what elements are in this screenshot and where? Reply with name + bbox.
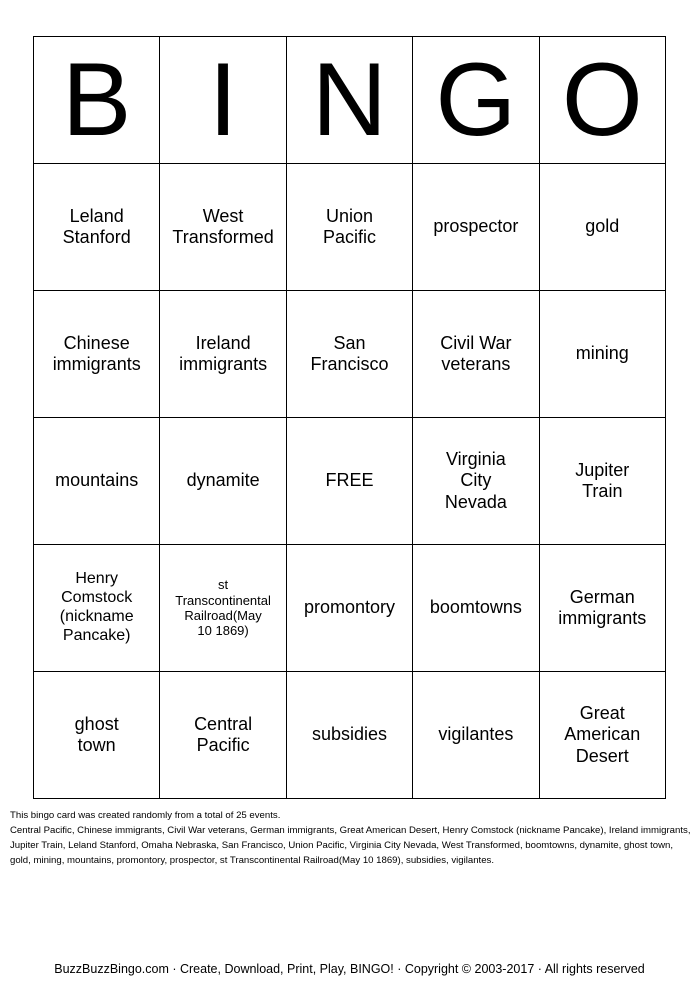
header-letter-b: B xyxy=(34,37,160,164)
bingo-row xyxy=(34,418,666,545)
bingo-cell: Chinese immigrants xyxy=(34,291,160,418)
bingo-cell: subsidies xyxy=(286,672,412,799)
bingo-cell: Jupiter Train xyxy=(539,418,665,545)
header-letter-i: I xyxy=(160,37,286,164)
bingo-row xyxy=(34,545,666,672)
bingo-cell: Henry Comstock (nickname Pancake) xyxy=(34,545,160,672)
bingo-cell: ghost town xyxy=(34,672,160,799)
bingo-cell: Civil War veterans xyxy=(413,291,539,418)
bingo-row xyxy=(34,291,666,418)
card-info-events: Central Pacific, Chinese immigrants, Civil War veterans, German immigrants, Great American Desert, Henry Comstock (nickname Pancake), Ireland immigrants, Jupiter Train, Leland Stanford, Omaha Nebraska, San Francisco, Union Pacific, Virginia City Nevada, West Transformed, boomtowns, dynamite, ghost town, gold, mining, mountains, promontory, prospector, st Transcontinental Railroad(May 10 1869), subsidies, vigilantes. xyxy=(10,825,691,866)
header-letter-o: O xyxy=(539,37,665,164)
bingo-cell: mountains xyxy=(34,418,160,545)
card-info xyxy=(10,808,692,868)
bingo-cell: prospector xyxy=(413,164,539,291)
bingo-cell: st Transcontinental Railroad(May 10 1869) xyxy=(160,545,286,672)
bingo-cell: dynamite xyxy=(160,418,286,545)
bingo-cell: Ireland immigrants xyxy=(160,291,286,418)
bingo-cell: promontory xyxy=(286,545,412,672)
bingo-card xyxy=(33,36,666,799)
bingo-free-cell: FREE xyxy=(286,418,412,545)
bingo-cell: mining xyxy=(539,291,665,418)
site-footer: BuzzBuzzBingo.com · Create, Download, Print, Play, BINGO! · Copyright © 2003-2017 · All rights reserved xyxy=(54,962,645,976)
bingo-cell: West Transformed xyxy=(160,164,286,291)
header-letter-n: N xyxy=(286,37,412,164)
bingo-header-row xyxy=(34,37,666,164)
bingo-cell: Virginia City Nevada xyxy=(413,418,539,545)
bingo-cell: Central Pacific xyxy=(160,672,286,799)
card-info-summary: This bingo card was created randomly from a total of 25 events. xyxy=(10,810,281,821)
header-letter-g: G xyxy=(413,37,539,164)
bingo-cell: Union Pacific xyxy=(286,164,412,291)
bingo-cell: German immigrants xyxy=(539,545,665,672)
bingo-row xyxy=(34,164,666,291)
bingo-row xyxy=(34,672,666,799)
bingo-cell: gold xyxy=(539,164,665,291)
bingo-cell: San Francisco xyxy=(286,291,412,418)
bingo-cell: Great American Desert xyxy=(539,672,665,799)
bingo-cell: Leland Stanford xyxy=(34,164,160,291)
bingo-cell: vigilantes xyxy=(413,672,539,799)
bingo-cell: boomtowns xyxy=(413,545,539,672)
